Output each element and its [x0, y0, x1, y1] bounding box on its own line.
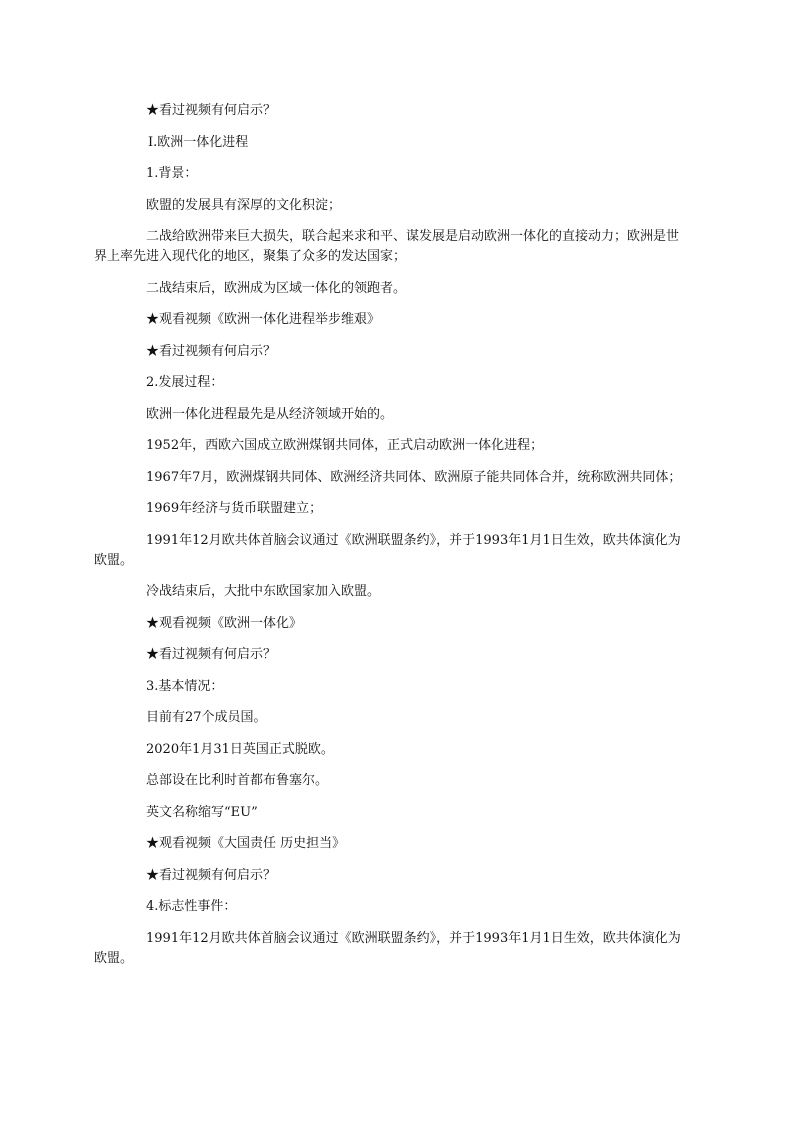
subheading-landmark: 4.标志性事件：	[146, 899, 237, 914]
paragraph-video-3: ★观看视频《大国责任 历史担当》	[146, 836, 346, 851]
paragraph-video-1: ★观看视频《欧洲一体化进程举步维艰》	[146, 312, 381, 327]
paragraph-economic-start: 欧洲一体化进程最先是从经济领域开始的。	[146, 406, 394, 422]
subheading-process: 2.发展过程：	[146, 375, 224, 390]
paragraph-video-2: ★观看视频《欧洲一体化》	[146, 615, 303, 631]
subheading-background: 1.背景：	[146, 166, 198, 181]
document-body	[94, 101, 682, 980]
paragraph-abbreviation: 英文名称缩写“EU”	[146, 804, 258, 820]
paragraph-prompt-4: ★看过视频有何启示？	[146, 867, 277, 883]
paragraph-members: 目前有27个成员国。	[146, 710, 267, 725]
paragraph-1952: 1952年，西欧六国成立欧洲煤钢共同体，正式启动欧洲一体化进程；	[146, 438, 544, 453]
paragraph-prompt-3: ★看过视频有何启示？	[146, 647, 277, 662]
paragraph-1967: 1967年7月，欧洲煤钢共同体、欧洲经济共同体、欧洲原子能共同体合并，统称欧洲共同体；	[146, 469, 682, 485]
section-heading: Ⅰ.欧洲一体化进程	[148, 134, 249, 150]
paragraph-culture: 欧盟的发展具有深厚的文化积淀；	[146, 197, 342, 213]
paragraph-brexit: 2020年1月31日英国正式脱欧。	[146, 741, 334, 757]
subheading-basic-info: 3.基本情况：	[146, 678, 224, 694]
paragraph-1991-repeat: 1991年12月欧共体首脑会议通过《欧洲联盟条约》，并于1993年1月1日生效，欧共体演化为欧盟。	[94, 930, 681, 966]
paragraph-postwar: 二战结束后，欧洲成为区域一体化的领跑者。	[146, 280, 407, 296]
paragraph-prompt-2: ★看过视频有何启示？	[146, 343, 277, 359]
paragraph-1969: 1969年经济与货币联盟建立；	[146, 501, 323, 516]
paragraph-headquarters: 总部设在比利时首都布鲁塞尔。	[146, 773, 329, 788]
paragraph-cold-war: 冷战结束后，大批中东欧国家加入欧盟。	[146, 584, 381, 599]
paragraph-ww2-impact: 二战给欧洲带来巨大损失，联合起来求和平、谋发展是启动欧洲一体化的直接动力；欧洲是世界上率先进入现代化的地区，聚集了众多的发达国家；	[94, 229, 680, 264]
paragraph-prompt-1: ★看过视频有何启示？	[146, 103, 277, 118]
paragraph-1991: 1991年12月欧共体首脑会议通过《欧洲联盟条约》，并于1993年1月1日生效，欧共体演化为欧盟。	[94, 532, 681, 568]
